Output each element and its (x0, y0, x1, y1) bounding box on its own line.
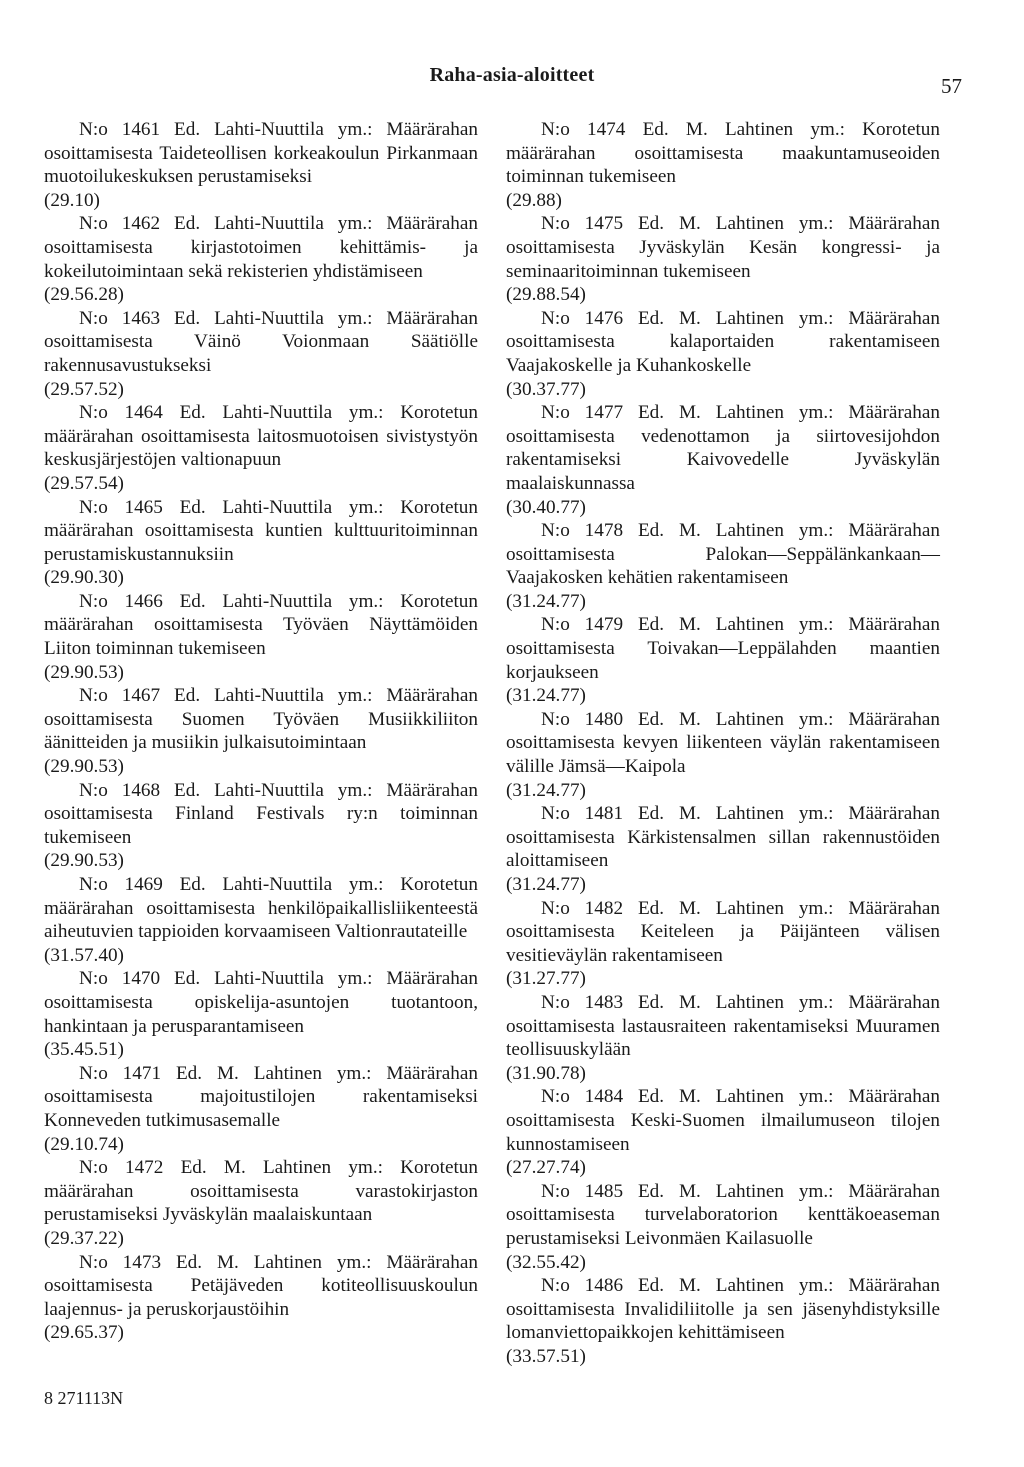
motion-entry (506, 212, 940, 306)
motion-title: N:o 1469 Ed. Lahti-Nuuttila ym.: Korotetun määrärahan osoittamisesta henkilöpaikallisliikenteestä aiheutuvien tappioiden korvaamiseen Valtionrautateille (44, 874, 478, 943)
motion-title: N:o 1470 Ed. Lahti-Nuuttila ym.: Määrärahan osoittamisesta opiskelija-asuntojen tuotantoon, hankintaan ja perusparantamiseen (44, 968, 478, 1037)
motion-entry (44, 401, 478, 495)
motion-entry (44, 1251, 478, 1345)
motion-entry (44, 967, 478, 1061)
budget-item-code: (31.24.77) (506, 874, 586, 895)
motion-title: N:o 1463 Ed. Lahti-Nuuttila ym.: Määrärahan osoittamisesta Väinö Voionmaan Säätiölle rakennusavustukseksi (44, 307, 478, 376)
page-header (0, 64, 1024, 98)
motion-title: N:o 1479 Ed. M. Lahtinen ym.: Määrärahan osoittamisesta Toivakan—Leppälahden maantien korjaukseen (506, 614, 940, 683)
motion-title: N:o 1483 Ed. M. Lahtinen ym.: Määrärahan osoittamisesta lastausraiteen rakentamiseksi Muuramen teollisuuskylään (506, 991, 940, 1061)
printer-signature: 8 271113N (44, 1388, 124, 1408)
motion-title: N:o 1467 Ed. Lahti-Nuuttila ym.: Määrärahan osoittamisesta Suomen Työväen Musiikkiliiton äänitteiden ja musiikin julkaisutoimintaan (44, 685, 478, 754)
budget-item-code: (29.10.74) (44, 1133, 124, 1155)
motion-entry (506, 401, 940, 519)
budget-item-code: (29.65.37) (44, 1322, 124, 1344)
motion-title: N:o 1480 Ed. M. Lahtinen ym.: Määrärahan osoittamisesta kevyen liikenteen väylän rakentamiseen välille Jämsä—Kaipola (506, 708, 940, 778)
motion-title: N:o 1478 Ed. M. Lahtinen ym.: Määrärahan osoittamisesta Palokan—Seppälänkankaan—Vaajakosken kehätien rakentamiseen (506, 520, 940, 589)
motion-entry (506, 307, 940, 401)
budget-item-code: (32.55.42) (506, 1251, 586, 1273)
budget-item-code: (31.24.77) (506, 590, 586, 612)
motion-title: N:o 1462 Ed. Lahti-Nuuttila ym.: Määrärahan osoittamisesta kirjastotoimen kehittämis- ja kokeilutoimintaan sekä rekisterien yhdistämiseen (44, 213, 478, 282)
motion-title: N:o 1465 Ed. Lahti-Nuuttila ym.: Korotetun määrärahan osoittamisesta kuntien kulttuuritoiminnan perustamiskustannuksiin (44, 496, 478, 565)
motion-title: N:o 1461 Ed. Lahti-Nuuttila ym.: Määrärahan osoittamisesta Taideteollisen korkeakoulun Pirkanmaan muotoilukeskuksen perustamiseksi (44, 119, 478, 188)
budget-item-code: (29.88) (506, 189, 562, 211)
motion-entry (44, 590, 478, 684)
motion-entry (506, 708, 940, 802)
motion-title: N:o 1471 Ed. M. Lahtinen ym.: Määrärahan osoittamisesta majoitustilojen rakentamiseksi Konneveden tutkimusasemalle (44, 1062, 478, 1131)
motion-entry (506, 897, 940, 991)
budget-item-code: (29.10) (44, 189, 100, 211)
motion-entry (44, 1062, 478, 1156)
motion-title: N:o 1466 Ed. Lahti-Nuuttila ym.: Korotetun määrärahan osoittamisesta Työväen Näyttämöiden Liiton toiminnan tukemiseen (44, 590, 478, 660)
budget-item-code: (29.37.22) (44, 1227, 124, 1249)
budget-item-code: (29.88.54) (506, 284, 586, 306)
budget-item-code: (31.24.77) (506, 685, 586, 707)
budget-item-code: (29.57.52) (44, 378, 124, 400)
budget-item-code: (30.37.77) (506, 378, 586, 400)
right-column (506, 118, 940, 1368)
motion-entry (506, 1180, 940, 1274)
motion-title: N:o 1486 Ed. M. Lahtinen ym.: Määrärahan osoittamisesta Invalidiliitolle ja sen jäsenyhdistyksille lomanviettopaikkojen kehittämiseen (506, 1275, 940, 1344)
budget-item-code: (33.57.51) (506, 1345, 586, 1367)
motion-entry (506, 519, 940, 613)
motion-title: N:o 1475 Ed. M. Lahtinen ym.: Määrärahan osoittamisesta Jyväskylän Kesän kongressi- ja seminaaritoiminnan tukemiseen (506, 213, 940, 282)
motion-title: N:o 1481 Ed. M. Lahtinen ym.: Määrärahan osoittamisesta Kärkistensalmen sillan rakennustöiden aloittamiseen (506, 803, 940, 872)
motion-entry (44, 212, 478, 306)
motion-entry (506, 802, 940, 896)
budget-item-code: (29.90.53) (44, 850, 124, 872)
motion-entry (44, 118, 478, 212)
motion-entry (44, 684, 478, 778)
motion-entry (44, 779, 478, 873)
motion-title: N:o 1468 Ed. Lahti-Nuuttila ym.: Määrärahan osoittamisesta Finland Festivals ry:n toiminnan tukemiseen (44, 779, 478, 848)
budget-item-code: (29.90.53) (44, 661, 124, 683)
running-title: Raha-asia-aloitteet (429, 64, 595, 86)
budget-item-code: (29.90.30) (44, 567, 124, 589)
motion-title: N:o 1482 Ed. M. Lahtinen ym.: Määrärahan osoittamisesta Keiteleen ja Päijänteen välisen vesitieväylän rakentamiseen (506, 897, 940, 966)
motion-entry (506, 1085, 940, 1179)
motion-title: N:o 1474 Ed. M. Lahtinen ym.: Korotetun määrärahan osoittamisesta maakuntamuseoiden toiminnan tukemiseen (506, 119, 940, 188)
motion-entry (44, 1156, 478, 1250)
page-number: 57 (941, 74, 962, 98)
motion-entry (44, 496, 478, 590)
budget-item-code: (31.90.78) (506, 1062, 586, 1084)
budget-item-code: (29.90.53) (44, 756, 124, 778)
budget-item-code: (29.57.54) (44, 472, 124, 494)
motion-entry (506, 613, 940, 707)
motion-title: N:o 1464 Ed. Lahti-Nuuttila ym.: Korotetun määrärahan osoittamisesta laitosmuotoisen sivistystyön keskusjärjestöjen valtionapuun (44, 402, 478, 471)
motion-entry (44, 873, 478, 967)
motion-title: N:o 1476 Ed. M. Lahtinen ym.: Määrärahan osoittamisesta kalaportaiden rakentamiseen Vaajakoskelle ja Kuhankoskelle (506, 307, 940, 376)
motion-entry (506, 1274, 940, 1368)
motion-entry (506, 991, 940, 1085)
motion-title: N:o 1472 Ed. M. Lahtinen ym.: Korotetun määrärahan osoittamisesta varastokirjaston perustamiseksi Jyväskylän maalaiskuntaan (44, 1157, 478, 1226)
left-column (44, 118, 478, 1345)
budget-item-code: (29.56.28) (44, 284, 124, 306)
motion-entry (44, 307, 478, 401)
budget-item-code: (35.45.51) (44, 1039, 124, 1061)
motion-title: N:o 1473 Ed. M. Lahtinen ym.: Määrärahan osoittamisesta Petäjäveden kotiteollisuuskoulun laajennus- ja peruskorjaustöihin (44, 1251, 478, 1320)
budget-item-code: (31.27.77) (506, 968, 586, 990)
budget-item-code: (31.24.77) (506, 779, 586, 801)
budget-item-code: (31.57.40) (44, 944, 124, 966)
motion-title: N:o 1484 Ed. M. Lahtinen ym.: Määrärahan osoittamisesta Keski-Suomen ilmailumuseon tilojen kunnostamiseen (506, 1086, 940, 1155)
budget-item-code: (30.40.77) (506, 496, 586, 518)
motion-title: N:o 1477 Ed. M. Lahtinen ym.: Määrärahan osoittamisesta vedenottamon ja siirtovesijohdon rakentamiseksi Kaivovedelle Jyväskylän maalaiskunnassa (506, 402, 940, 494)
motion-entry (506, 118, 940, 212)
motion-title: N:o 1485 Ed. M. Lahtinen ym.: Määrärahan osoittamisesta turvelaboratorion kenttäkoeaseman perustamiseksi Leivonmäen Kailasuolle (506, 1180, 940, 1249)
budget-item-code: (27.27.74) (506, 1157, 586, 1179)
